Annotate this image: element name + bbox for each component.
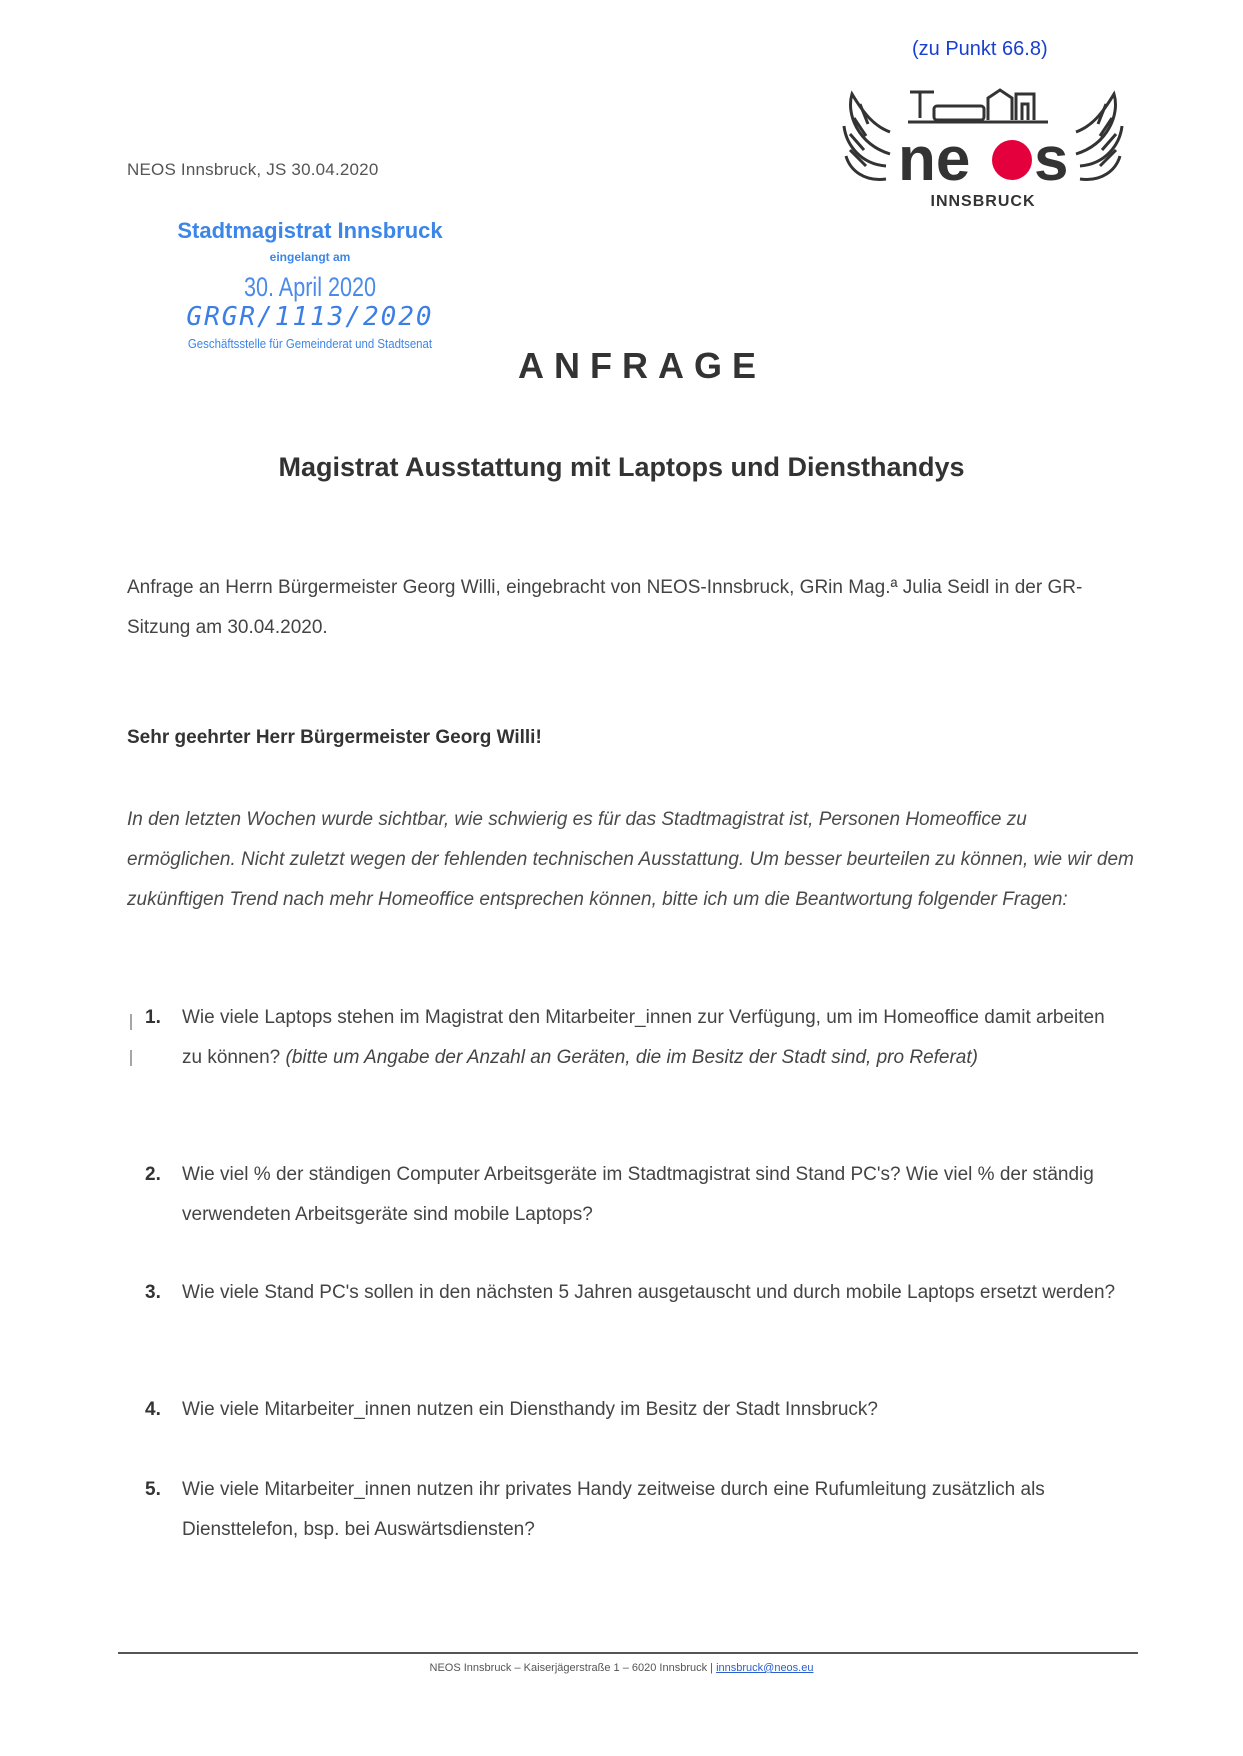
page-title: Magistrat Ausstattung mit Laptops und Diensthandys xyxy=(278,452,965,482)
question-item xyxy=(145,1155,1125,1235)
salutation: Sehr geehrter Herr Bürgermeister Georg Willi! xyxy=(127,727,542,748)
neos-logo xyxy=(838,84,1128,214)
question-note: (bitte um Angabe der Anzahl an Geräten, die im Besitz der Stadt sind, pro Referat) xyxy=(285,1047,978,1068)
footer-divider xyxy=(118,1652,1138,1654)
question-item xyxy=(145,1470,1125,1550)
svg-text:s: s xyxy=(1034,125,1069,194)
question-text: Wie viele Mitarbeiter_innen nutzen ein Diensthandy im Besitz der Stadt Innsbruck? xyxy=(182,1399,878,1420)
neos-logo-graphic xyxy=(838,84,1128,214)
question-body xyxy=(182,998,1125,1078)
footer-email-link[interactable]: innsbruck@neos.eu xyxy=(716,1662,814,1674)
stamp-office: Geschäftsstelle für Gemeinderat und Stadtsenat xyxy=(187,336,433,351)
footer-address: NEOS Innsbruck – Kaiserjägerstraße 1 – 6020 Innsbruck | xyxy=(429,1662,717,1674)
footer xyxy=(0,1662,1243,1674)
logo-city: INNSBRUCK xyxy=(930,193,1036,210)
question-item xyxy=(145,1390,1125,1430)
question-item xyxy=(145,1273,1125,1313)
received-stamp xyxy=(160,212,460,362)
stamp-file-number: GRGR/1113/2020 xyxy=(186,302,434,332)
question-number: 1. xyxy=(145,1007,161,1028)
document-type: ANFRAGE xyxy=(518,345,766,386)
stamp-title: Stadtmagistrat Innsbruck xyxy=(177,218,443,243)
question-text: Wie viele Mitarbeiter_innen nutzen ihr privates Handy zeitweise durch eine Rufumleitung zusätzlich als Diensttelefon, bsp. bei Auswärtsdiensten? xyxy=(182,1479,1045,1540)
svg-text:ne: ne xyxy=(898,125,971,194)
intro-paragraph: Anfrage an Herrn Bürgermeister Georg Willi, eingebracht von NEOS-Innsbruck, GRin Mag.ª Julia Seidl in der GR-Sitzung am 30.04.2020. xyxy=(127,577,1083,638)
question-text: Wie viel % der ständigen Computer Arbeitsgeräte im Stadtmagistrat sind Stand PC's? Wie viel % der ständig verwendeten Arbeitsgeräte sind mobile Laptops? xyxy=(182,1164,1094,1225)
sender-line: NEOS Innsbruck, JS 30.04.2020 xyxy=(127,160,379,179)
question-item xyxy=(145,998,1125,1078)
neos-dot-icon xyxy=(992,140,1032,180)
margin-marks xyxy=(127,1010,135,1070)
stamp-date: 30. April 2020 xyxy=(243,272,377,302)
question-number: 4. xyxy=(145,1399,161,1420)
agenda-reference: (zu Punkt 66.8) xyxy=(912,38,1048,60)
question-number: 5. xyxy=(145,1479,161,1500)
question-number: 3. xyxy=(145,1282,161,1303)
preface-paragraph: In den letzten Wochen wurde sichtbar, wie schwierig es für das Stadtmagistrat ist, Personen Homeoffice zu ermöglichen. Nicht zuletzt wegen der fehlenden technischen Ausstattung. Um besser beurteilen zu können, wie wir dem zukünftigen Trend nach mehr Homeoffice entsprechen können, bitte ich um die Beantwortung folgender Fragen: xyxy=(127,809,1134,910)
stamp-received-label: eingelangt am xyxy=(269,250,351,264)
left-wing-icon xyxy=(844,94,890,179)
question-number: 2. xyxy=(145,1164,161,1185)
question-text: Wie viele Stand PC's sollen in den nächsten 5 Jahren ausgetauscht und durch mobile Laptops ersetzt werden? xyxy=(182,1282,1116,1303)
question-text: Wie viele Laptops stehen im Magistrat den Mitarbeiter_innen zur Verfügung, um im Homeoffice damit arbeiten zu können? xyxy=(182,1007,1105,1068)
skyline-icon xyxy=(908,90,1048,122)
right-wing-icon xyxy=(1076,94,1122,179)
